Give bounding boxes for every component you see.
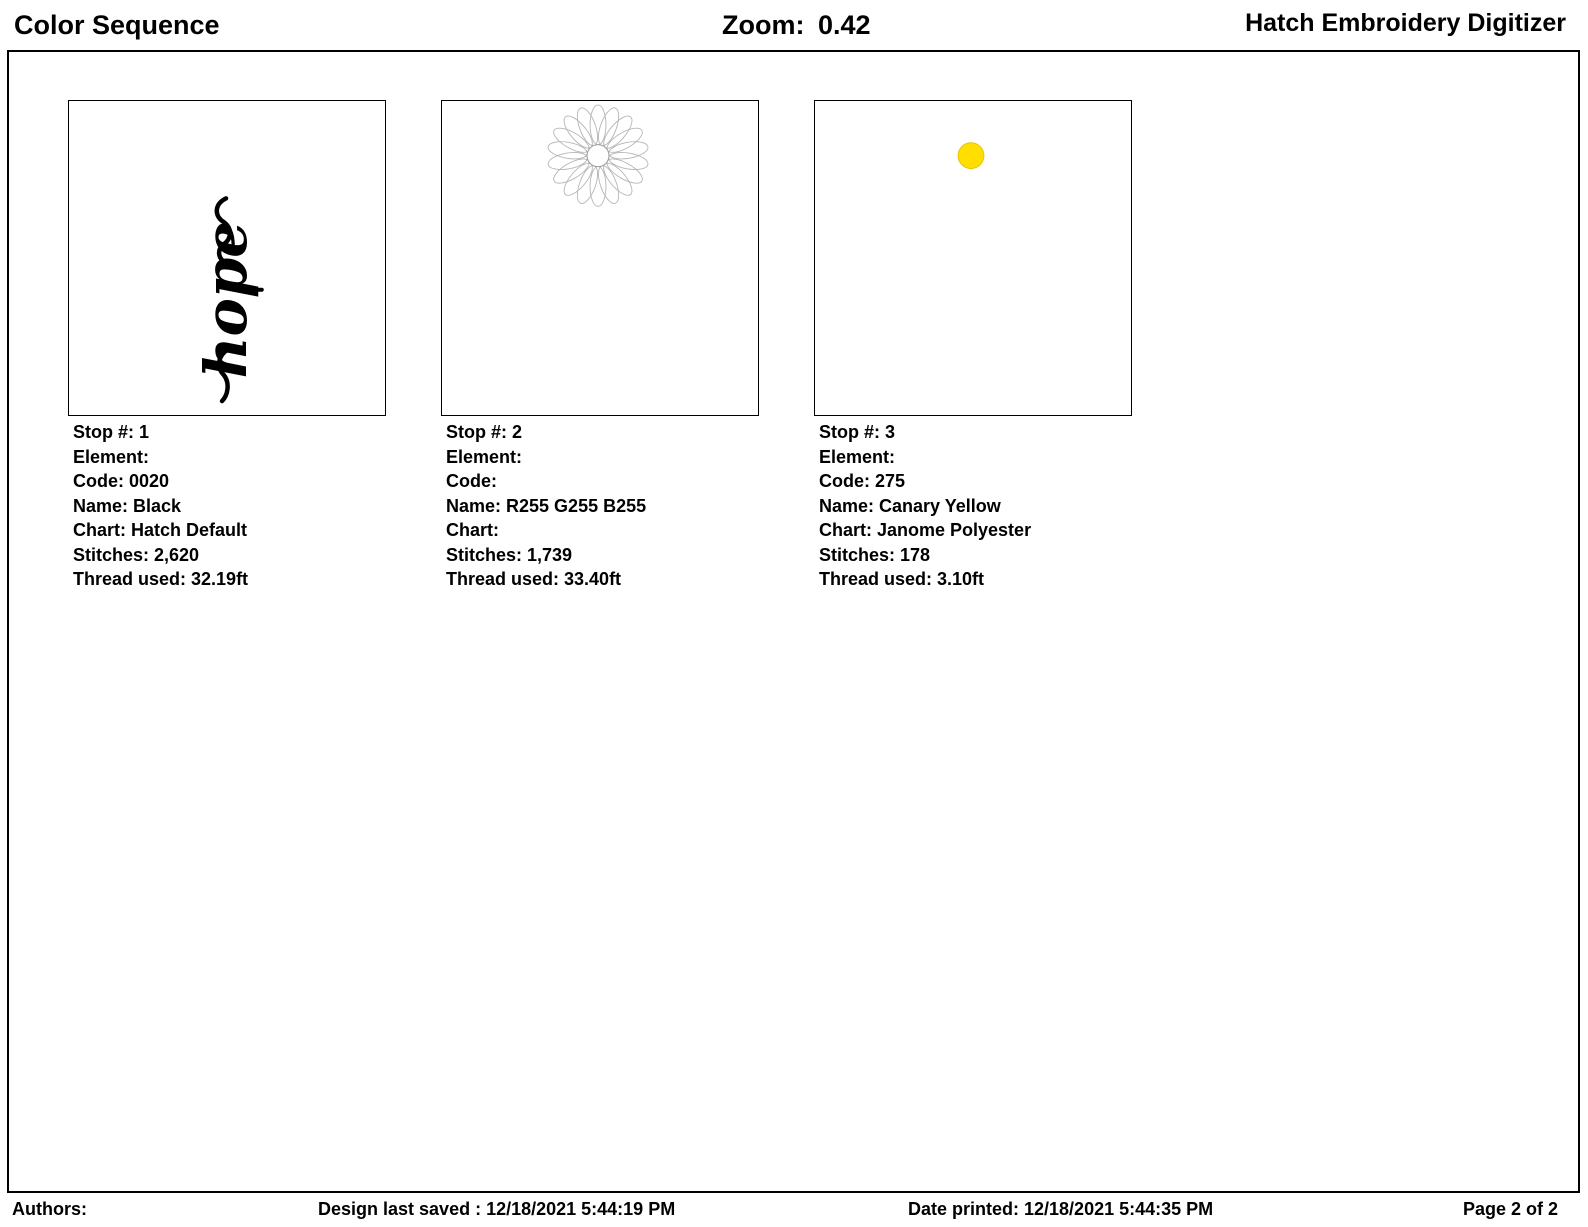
- stop-number: Stop #: 1: [73, 422, 150, 442]
- stop-card-2: [441, 100, 761, 592]
- yellow-center-preview: [815, 101, 1131, 415]
- stop-info-1: [68, 420, 388, 592]
- stop-number: Stop #: 3: [819, 422, 896, 442]
- design-last-saved: Design last saved : 12/18/2021 5:44:19 PM: [318, 1199, 676, 1219]
- code-label: Code: 0020: [73, 471, 170, 491]
- daisy-petal: [559, 159, 597, 200]
- thread-used: Thread used: 3.10ft: [819, 569, 985, 589]
- stop-info-3: [814, 420, 1134, 592]
- element-label: Element:: [73, 446, 150, 467]
- zoom-label: Zoom: 0.42: [722, 10, 871, 40]
- stop-preview-2: [441, 100, 759, 416]
- stitches-count: Stitches: 1,739: [446, 544, 573, 565]
- daisy-petal: [590, 167, 606, 207]
- element-label: Element:: [446, 446, 523, 467]
- daisy-petal: [573, 163, 602, 206]
- app-name: Hatch Embroidery Digitizer: [1245, 9, 1566, 37]
- date-printed: Date printed: 12/18/2021 5:44:35 PM: [908, 1199, 1214, 1219]
- color-name: Name: R255 G255 B255: [446, 495, 647, 516]
- stop-card-3: [814, 100, 1134, 592]
- stop-preview-3: [814, 100, 1132, 416]
- authors-label: Authors:: [12, 1199, 87, 1219]
- stop-info-2: [441, 420, 761, 592]
- daisy-petal: [594, 163, 623, 206]
- code-label: Code:: [446, 471, 497, 491]
- daisy-petal: [559, 112, 597, 153]
- page-title: Color Sequence: [14, 10, 220, 40]
- chart-label: Chart: Janome Polyester: [819, 520, 1032, 540]
- page-number: Page 2 of 2: [1462, 1199, 1558, 1219]
- page-footer: [0, 1194, 1588, 1227]
- chart-label: Chart:: [446, 520, 499, 540]
- color-name: Name: Canary Yellow: [819, 495, 1001, 516]
- element-label: Element:: [819, 446, 896, 467]
- daisy-outline-preview: [442, 101, 758, 415]
- stop-number: Stop #: 2: [446, 422, 523, 442]
- stitches-count: Stitches: 2,620: [73, 544, 200, 565]
- daisy-petal: [573, 105, 602, 148]
- code-label: Code: 275: [819, 471, 906, 491]
- stitches-count: Stitches: 178: [819, 544, 931, 565]
- daisy-petal: [599, 112, 637, 153]
- daisy-petal: [594, 105, 623, 148]
- thread-used: Thread used: 33.40ft: [446, 569, 622, 589]
- daisy-petal: [599, 159, 637, 200]
- chart-label: Chart: Hatch Default: [73, 520, 248, 540]
- daisy-petal: [590, 105, 606, 145]
- color-name: Name: Black: [73, 495, 182, 516]
- thread-used: Thread used: 32.19ft: [73, 569, 249, 589]
- hope-script-preview: [69, 101, 385, 415]
- page-header: [0, 0, 1588, 50]
- hope-preview-text: hope: [192, 221, 261, 379]
- stop-preview-1: [68, 100, 386, 416]
- stop-card-1: [68, 100, 388, 592]
